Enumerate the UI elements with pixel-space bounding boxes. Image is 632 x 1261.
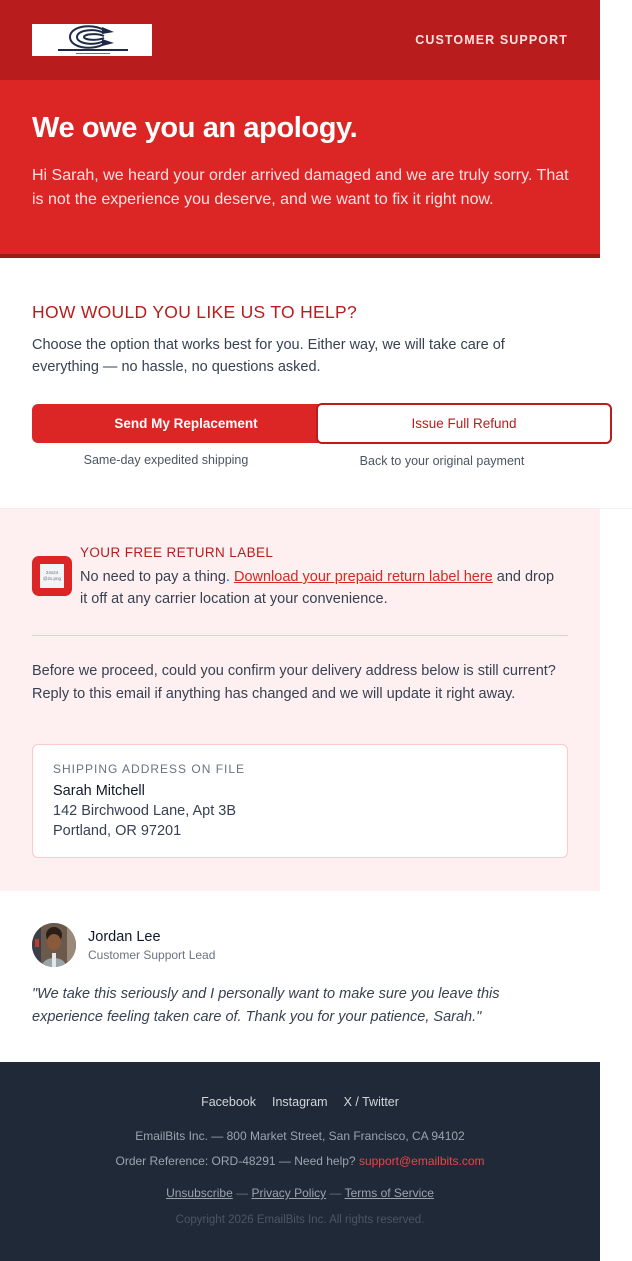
link-separator: — (232, 1186, 252, 1200)
signer-name: Jordan Lee (88, 929, 161, 945)
order-reference-text: Order Reference: ORD-48291 — Need help? (115, 1154, 359, 1168)
issue-refund-button[interactable]: Issue Full Refund (316, 403, 612, 444)
company-logo-icon (32, 24, 152, 56)
return-text-after: and drop it off at any carrier location at your convenience. (80, 569, 555, 607)
signature-section (0, 891, 600, 1062)
return-label-heading: YOUR FREE RETURN LABEL (80, 545, 274, 560)
confirm-address-text: Before we proceed, could you confirm your delivery address below is still current? Reply to this email if anything has changed and we will update it right away. (32, 663, 556, 702)
signer-quote: "We take this seriously and I personally want to make sure you leave this experience feeling taken care of. Thank you for your patience, Sarah." (32, 986, 500, 1025)
return-label-text (80, 566, 560, 610)
section-divider (32, 635, 568, 636)
shipping-address-card (32, 744, 568, 858)
legal-links (0, 1186, 600, 1200)
company-address: EmailBits Inc. — 800 Market Street, San Francisco, CA 94102 (135, 1129, 465, 1143)
social-links (0, 1095, 600, 1109)
support-email-link[interactable]: support@emailbits.com (358, 1154, 485, 1168)
image-placeholder-icon: 24x24 @2x.png (40, 564, 64, 588)
hero-title: We owe you an apology. (32, 112, 358, 144)
signer-role: Customer Support Lead (88, 948, 216, 962)
help-options-section (0, 258, 632, 509)
terms-of-service-link[interactable]: Terms of Service (344, 1186, 434, 1200)
copyright: Copyright 2026 EmailBits Inc. All rights reserved. (175, 1214, 425, 1226)
help-lead: Choose the option that works best for you. Either way, we will take care of everything — no hassle, no questions asked. (32, 337, 505, 375)
help-heading: HOW WOULD YOU LIKE US TO HELP? (32, 302, 358, 322)
return-label-section (0, 509, 600, 891)
address-line-2: Portland, OR 97201 (53, 823, 182, 839)
apology-hero (0, 80, 600, 258)
hero-body: Hi Sarah, we heard your order arrived damaged and we are truly sorry. That is not the experience you deserve, and we want to fix it right now. (32, 167, 569, 208)
address-label: SHIPPING ADDRESS ON FILE (53, 762, 246, 776)
company-logo[interactable] (32, 24, 152, 56)
link-separator: — (326, 1186, 345, 1200)
send-replacement-button[interactable]: Send My Replacement (32, 404, 340, 443)
facebook-link[interactable]: Facebook (201, 1095, 256, 1109)
return-label-icon (32, 556, 72, 596)
email-footer (0, 1062, 600, 1261)
email-header (0, 0, 600, 80)
person-photo-icon (32, 923, 76, 967)
unsubscribe-link[interactable]: Unsubscribe (166, 1186, 233, 1200)
address-line-1: 142 Birchwood Lane, Apt 3B (53, 803, 236, 819)
download-label-link[interactable]: Download your prepaid return label here (233, 569, 493, 585)
address-name: Sarah Mitchell (53, 783, 145, 799)
order-reference (0, 1154, 600, 1168)
avatar (32, 923, 76, 967)
privacy-policy-link[interactable]: Privacy Policy (251, 1186, 327, 1200)
replacement-caption: Same-day expedited shipping (83, 453, 249, 467)
instagram-link[interactable]: Instagram (271, 1095, 328, 1109)
return-text-before: No need to pay a thing. (80, 569, 234, 585)
refund-caption: Back to your original payment (359, 454, 525, 468)
customer-support-link[interactable]: CUSTOMER SUPPORT (415, 33, 568, 47)
twitter-link[interactable]: X / Twitter (343, 1095, 399, 1109)
